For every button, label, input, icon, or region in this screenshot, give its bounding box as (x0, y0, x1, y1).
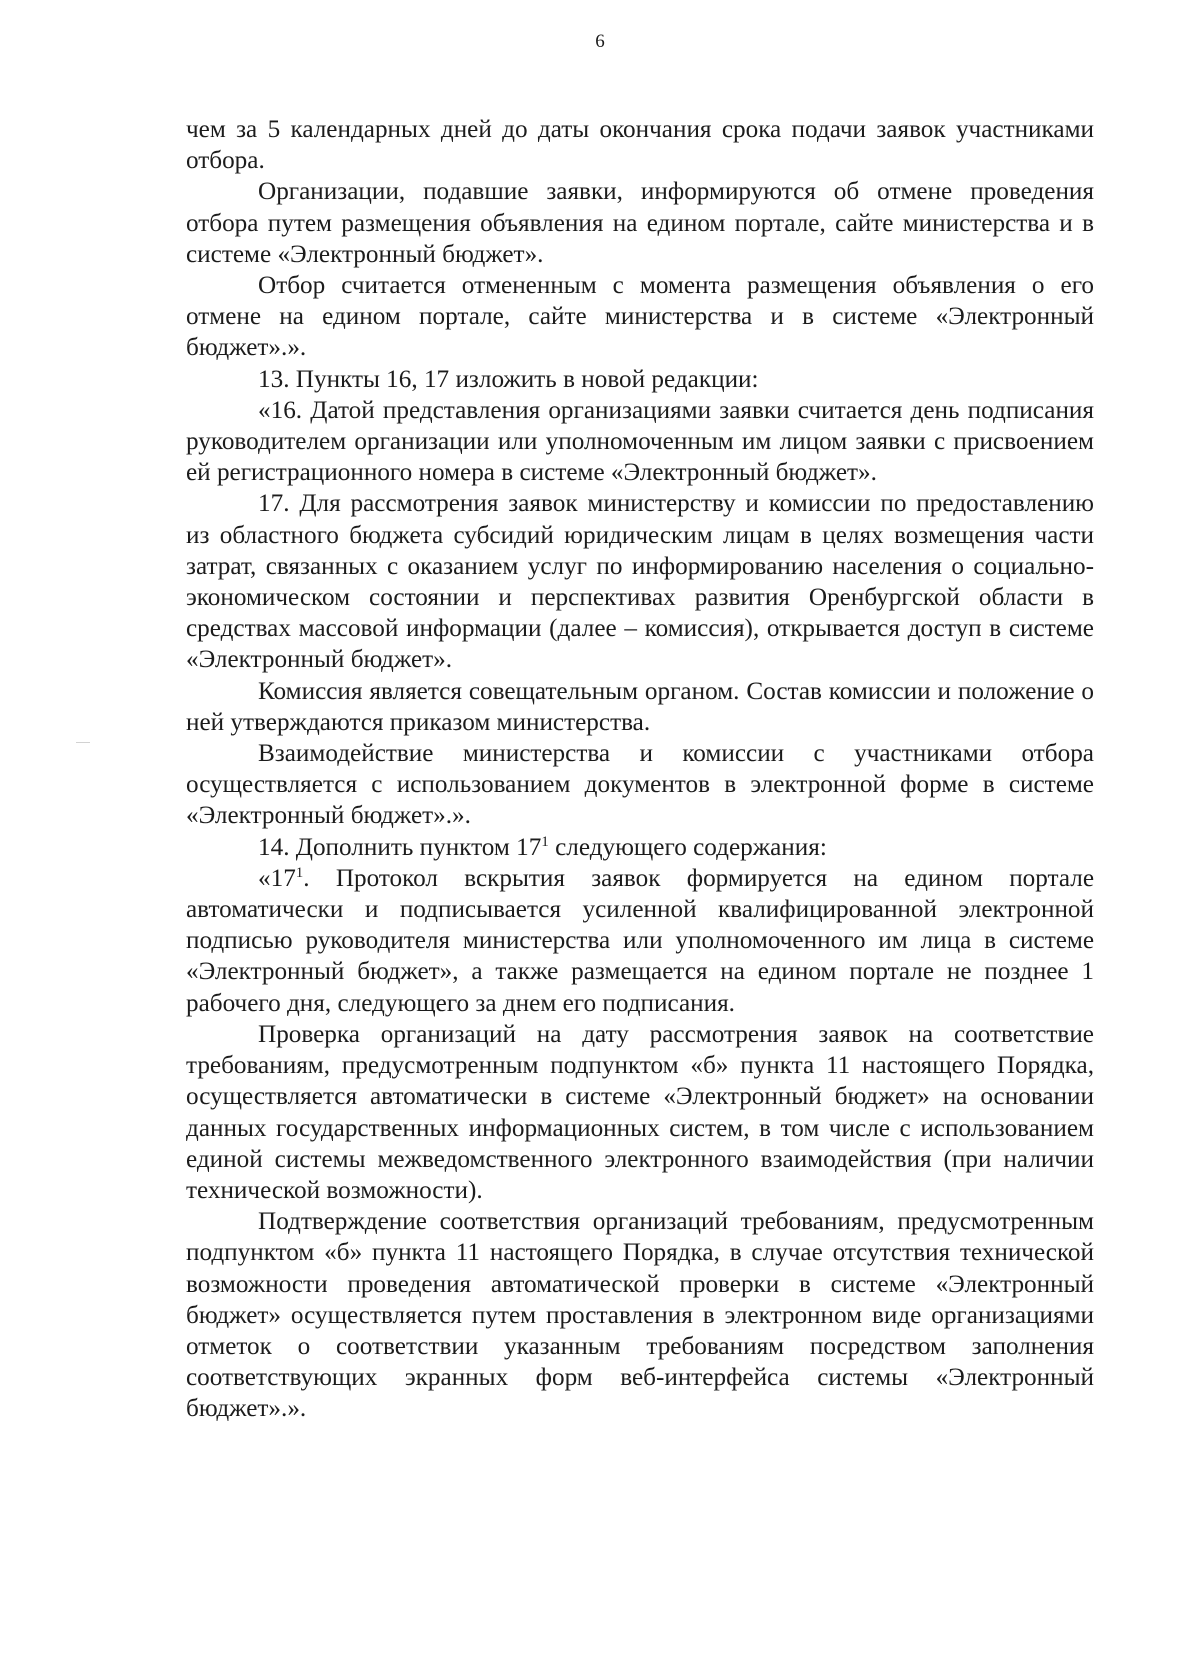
point-17-1-text-end: . Протокол вскрытия заявок формируется на едином портале автоматически и подписывается усиленной квалифицированной электронной подписью руководителя министерства или уполномоченного им лица в системе «Электронный бюджет», а также размещается на едином портале не позднее 1 рабочего дня, следующего за днем его подписания. (186, 864, 1094, 1017)
paragraph-item-13: 13. Пункты 16, 17 изложить в новой редакции: (258, 365, 759, 393)
paragraph-point-17-1 (186, 863, 1094, 1019)
point-17-1-text-start: «17 (258, 864, 296, 892)
paragraph-point-17: 17. Для рассмотрения заявок министерству и комиссии по предоставлению из областного бюджета субсидий юридическим лицам в целях возмещения части затрат, связанных с оказанием услуг по информированию населения о социально-экономическом состоянии и перспективах развития Оренбургской области в средствах массовой информации (далее – комиссия), открывается доступ в системе «Электронный бюджет». (186, 490, 1094, 674)
margin-mark (76, 742, 90, 743)
paragraph-automatic-check: Проверка организаций на дату рассмотрения заявок на соответствие требованиям, предусмотренным подпунктом «б» пункта 11 настоящего Порядка, осуществляется автоматически в системе «Электронный бюджет» на основании данных государственных информационных систем, в том числе с использованием единой системы межведомственного электронного взаимодействия (при наличии технической возможности). (186, 1020, 1094, 1204)
item-14-text-end: следующего содержания: (548, 833, 827, 861)
item-14-superscript: 1 (541, 833, 549, 850)
paragraph-confirmation: Подтверждение соответствия организаций требованиям, предусмотренным подпунктом «б» пункта 11 настоящего Порядка, в случае отсутствия технической возможности проведения автоматической проверки в системе «Электронный бюджет» осуществляется путем проставления в электронном виде организациями отметок о соответствии указанным требованиям посредством заполнения соответствующих экранных форм веб-интерфейса системы «Электронный бюджет».». (186, 1208, 1094, 1423)
paragraph-organizations-informed: Организации, подавшие заявки, информируются об отмене проведения отбора путем размещения объявления на едином портале, сайте министерства и в системе «Электронный бюджет». (186, 178, 1094, 268)
paragraph-item-14 (186, 832, 1094, 863)
document-body (186, 114, 1094, 1425)
paragraph-selection-cancelled: Отбор считается отмененным с момента размещения объявления о его отмене на едином портале, сайте министерства и в системе «Электронный бюджет».». (186, 272, 1094, 362)
paragraph-continuation: чем за 5 календарных дней до даты окончания срока подачи заявок участниками отбора. (186, 116, 1094, 175)
page-number: 6 (595, 31, 605, 52)
paragraph-commission-status: Комиссия является совещательным органом. Состав комиссии и положение о ней утверждаются приказом министерства. (186, 677, 1094, 736)
paragraph-interaction: Взаимодействие министерства и комиссии с участниками отбора осуществляется с использованием документов в электронной форме в системе «Электронный бюджет».». (186, 740, 1094, 830)
item-14-text-start: 14. Дополнить пунктом 17 (258, 833, 542, 861)
point-17-1-superscript: 1 (295, 864, 304, 881)
paragraph-point-16: «16. Датой представления организациями заявки считается день подписания руководителем организации или уполномоченным им лицом заявки с присвоением ей регистрационного номера в системе «Электронный бюджет». (186, 396, 1094, 487)
